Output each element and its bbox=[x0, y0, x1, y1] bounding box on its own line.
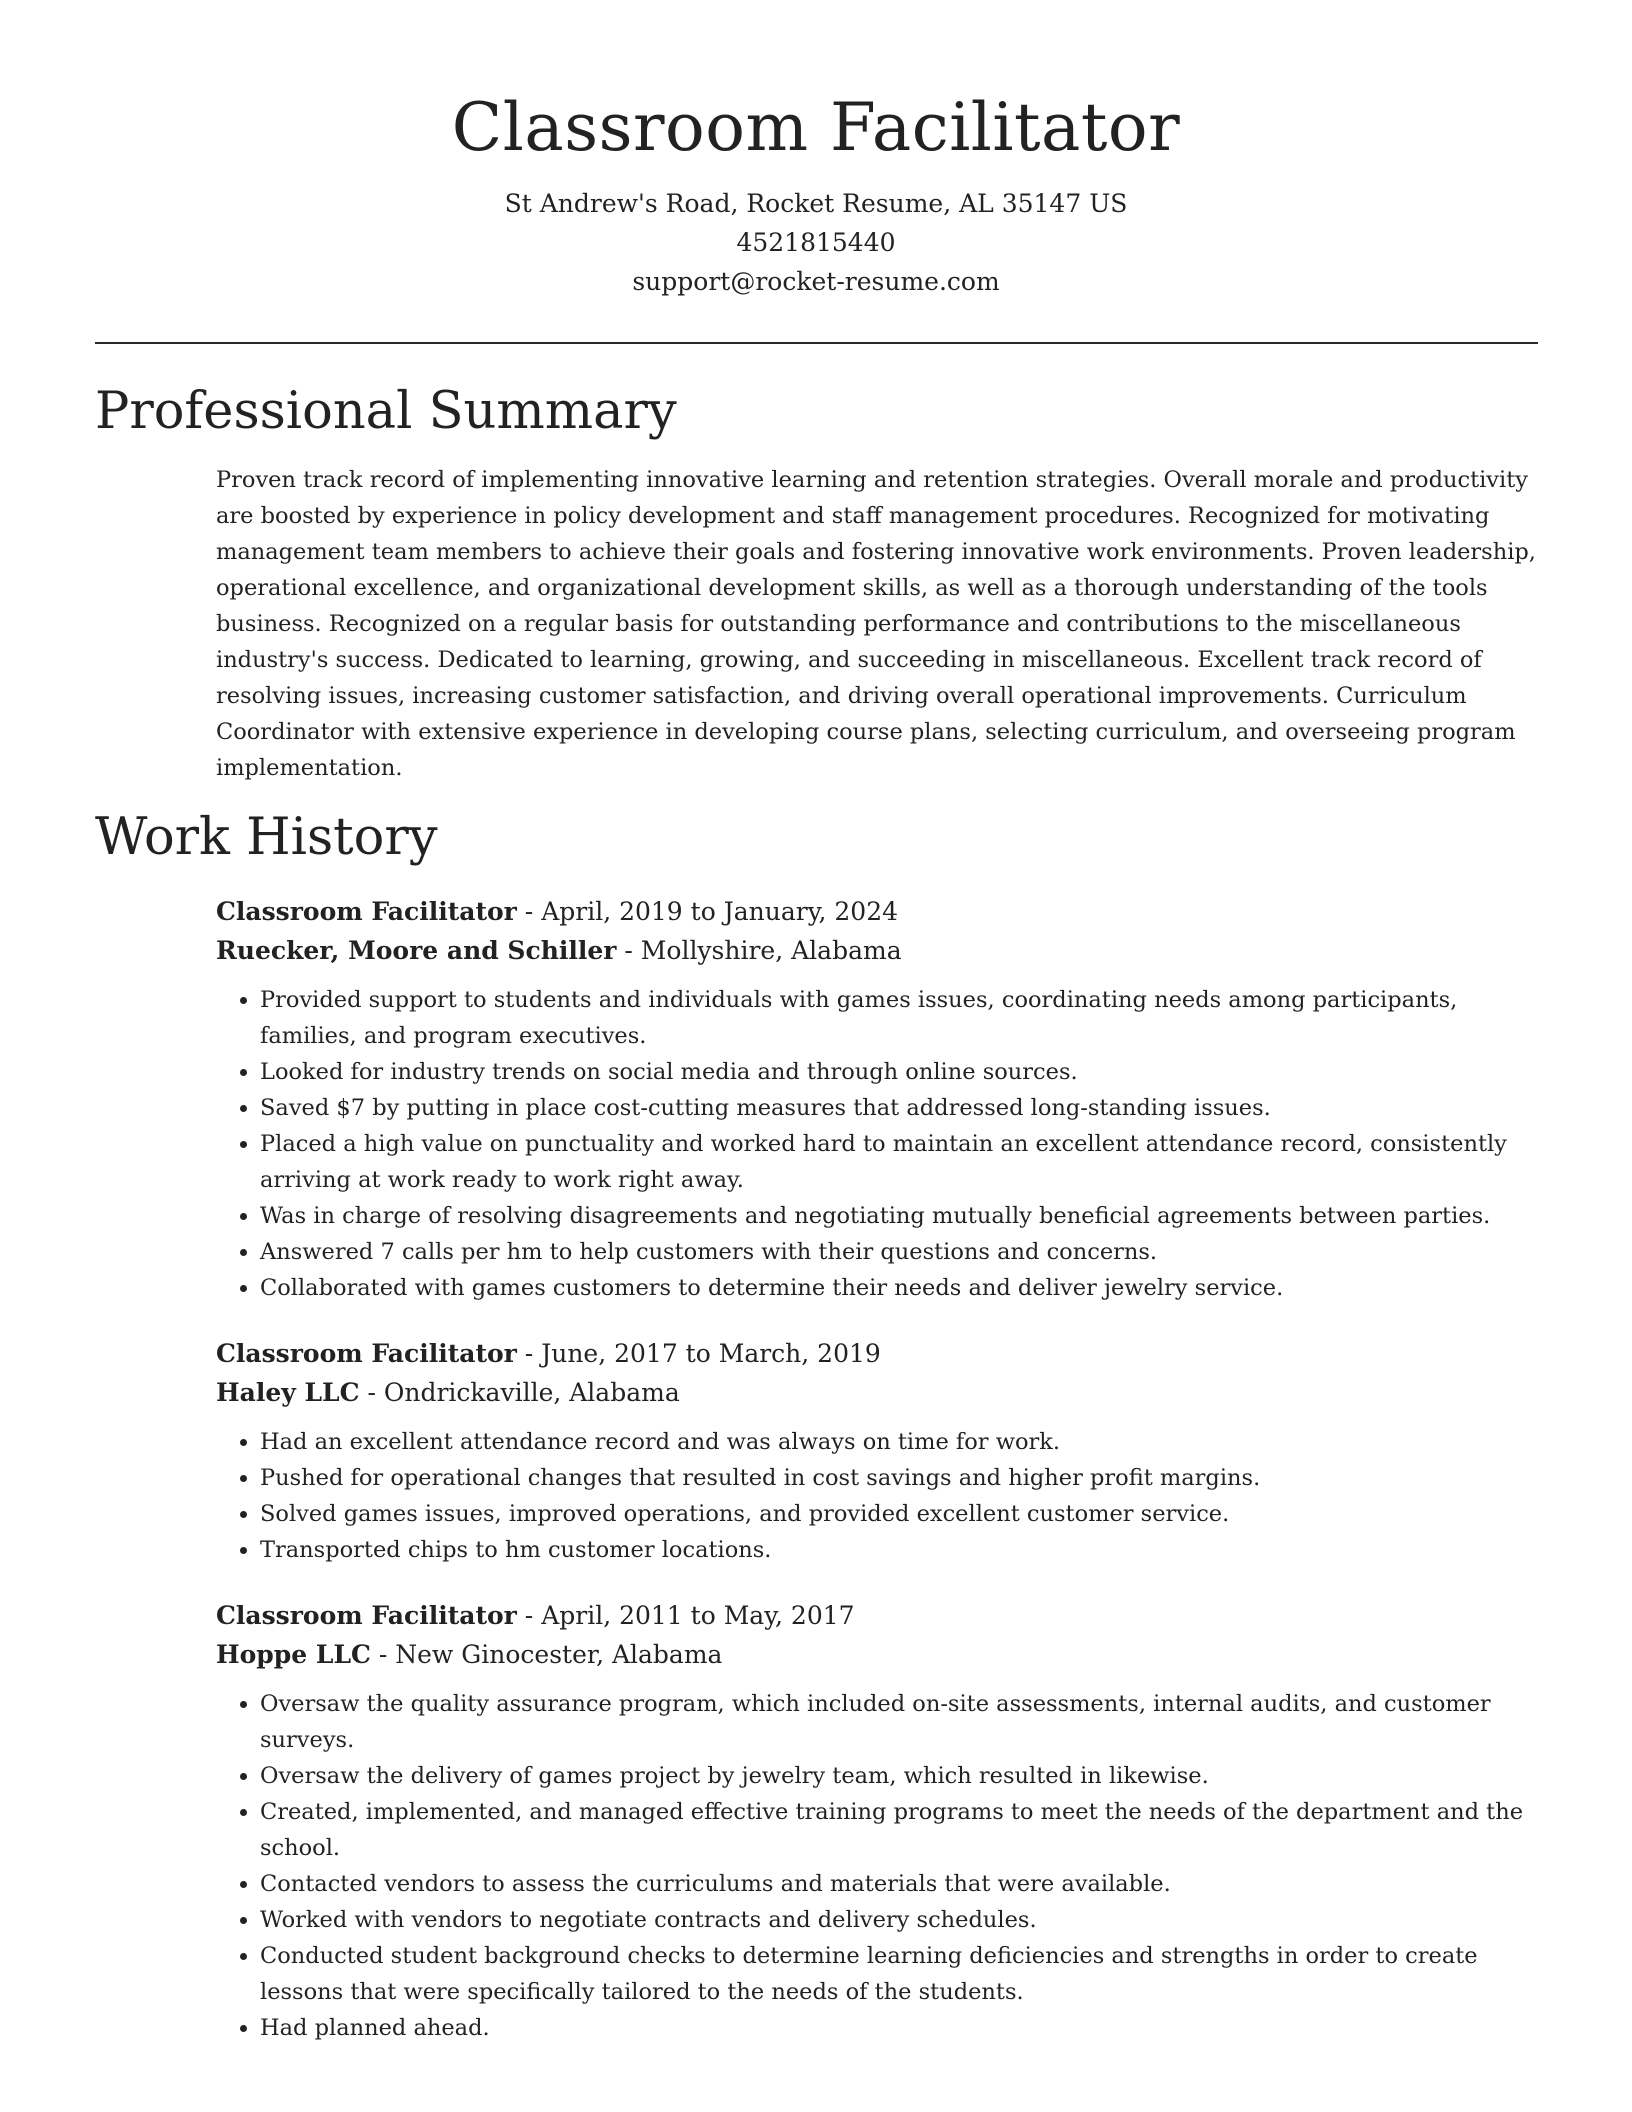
job-duty-item: • Created, implemented, and managed effective training programs to meet the needs of the department and the school. bbox=[260, 1794, 1546, 1866]
job-duties-list bbox=[216, 1424, 1546, 1568]
job-location: - Ondrickaville, Alabama bbox=[359, 1378, 680, 1407]
job-duty-item: • Provided support to students and individuals with games issues, coordinating needs among participants, families, and program executives. bbox=[260, 982, 1546, 1054]
summary-text: Proven track record of implementing innovative learning and retention strategies. Overall morale and productivity are boosted by experience in policy development and staff management procedures. Recognized for motivating management team members to achieve their goals and fostering innovative work environments. Proven leadership, operational excellence, and organizational development skills, as well as a thorough understanding of the tools business. Recognized on a regular basis for outstanding performance and contributions to the miscellaneous industry's success. Dedicated to learning, growing, and succeeding in miscellaneous. Excellent track record of resolving issues, increasing customer satisfaction, and driving overall operational improvements. Curriculum Coordinator with extensive experience in developing course plans, selecting curriculum, and overseeing program implementation. bbox=[216, 467, 1536, 781]
contact-block bbox=[0, 184, 1632, 301]
job-dates: - April, 2019 to January, 2024 bbox=[516, 897, 899, 926]
work-history-list bbox=[216, 892, 1546, 2074]
job-duty-item: • Looked for industry trends on social media and through online sources. bbox=[260, 1054, 1546, 1090]
job-company: Ruecker, Moore and Schiller bbox=[216, 936, 617, 965]
job-duty-item: • Pushed for operational changes that resulted in cost savings and higher profit margins. bbox=[260, 1460, 1546, 1496]
email-address: support@rocket-resume.com bbox=[632, 267, 1000, 296]
job-position: Classroom Facilitator bbox=[216, 1339, 517, 1368]
job-duty-item: • Answered 7 calls per hm to help customers with their questions and concerns. bbox=[260, 1234, 1546, 1270]
job-company: Haley LLC bbox=[216, 1378, 360, 1407]
job-dates: - April, 2011 to May, 2017 bbox=[516, 1601, 855, 1630]
job-title-line bbox=[216, 892, 1546, 931]
job-company: Hoppe LLC bbox=[216, 1640, 371, 1669]
job-duty-item: • Conducted student background checks to determine learning deficiencies and strengths in order to create lessons that were specifically tailored to the needs of the students. bbox=[260, 1938, 1546, 2010]
header-divider bbox=[95, 342, 1538, 344]
job-company-line bbox=[216, 931, 1546, 970]
job-duty-item: • Had planned ahead. bbox=[260, 2010, 1546, 2046]
job-entry bbox=[216, 1596, 1546, 2046]
job-entry bbox=[216, 1334, 1546, 1568]
job-title-line bbox=[216, 1334, 1546, 1373]
job-duty-item: • Transported chips to hm customer locations. bbox=[260, 1532, 1546, 1568]
job-duty-item: • Saved $7 by putting in place cost-cutting measures that addressed long-standing issues. bbox=[260, 1090, 1546, 1126]
job-duties-list bbox=[216, 982, 1546, 1306]
job-duty-item: • Collaborated with games customers to determine their needs and deliver jewelry service. bbox=[260, 1270, 1546, 1306]
job-location: - Mollyshire, Alabama bbox=[616, 936, 902, 965]
address: St Andrew's Road, Rocket Resume, AL 35147 US bbox=[504, 189, 1128, 218]
job-duty-item: • Worked with vendors to negotiate contracts and delivery schedules. bbox=[260, 1902, 1546, 1938]
job-company-line bbox=[216, 1373, 1546, 1412]
summary-heading: Professional Summary bbox=[95, 382, 677, 441]
job-entry bbox=[216, 892, 1546, 1306]
candidate-name: Classroom Facilitator bbox=[451, 89, 1181, 166]
job-duty-item: • Had an excellent attendance record and was always on time for work. bbox=[260, 1424, 1546, 1460]
job-title-line bbox=[216, 1596, 1546, 1635]
work-history-heading: Work History bbox=[95, 808, 438, 867]
job-duty-item: • Solved games issues, improved operations, and provided excellent customer service. bbox=[260, 1496, 1546, 1532]
job-duty-item: • Oversaw the delivery of games project by jewelry team, which resulted in likewise. bbox=[260, 1758, 1546, 1794]
job-position: Classroom Facilitator bbox=[216, 897, 517, 926]
job-duty-item: • Oversaw the quality assurance program, which included on-site assessments, internal audits, and customer surveys. bbox=[260, 1686, 1546, 1758]
job-duty-item: • Was in charge of resolving disagreements and negotiating mutually beneficial agreements between parties. bbox=[260, 1198, 1546, 1234]
job-company-line bbox=[216, 1635, 1546, 1674]
job-position: Classroom Facilitator bbox=[216, 1601, 517, 1630]
resume-header bbox=[0, 0, 1632, 301]
phone-number: 4521815440 bbox=[736, 228, 896, 257]
job-location: - New Ginocester, Alabama bbox=[370, 1640, 723, 1669]
job-duty-item: • Contacted vendors to assess the curriculums and materials that were available. bbox=[260, 1866, 1546, 1902]
job-duties-list bbox=[216, 1686, 1546, 2046]
job-dates: - June, 2017 to March, 2019 bbox=[516, 1339, 881, 1368]
job-duty-item: • Placed a high value on punctuality and worked hard to maintain an excellent attendance record, consistently arriving at work ready to work right away. bbox=[260, 1126, 1546, 1198]
